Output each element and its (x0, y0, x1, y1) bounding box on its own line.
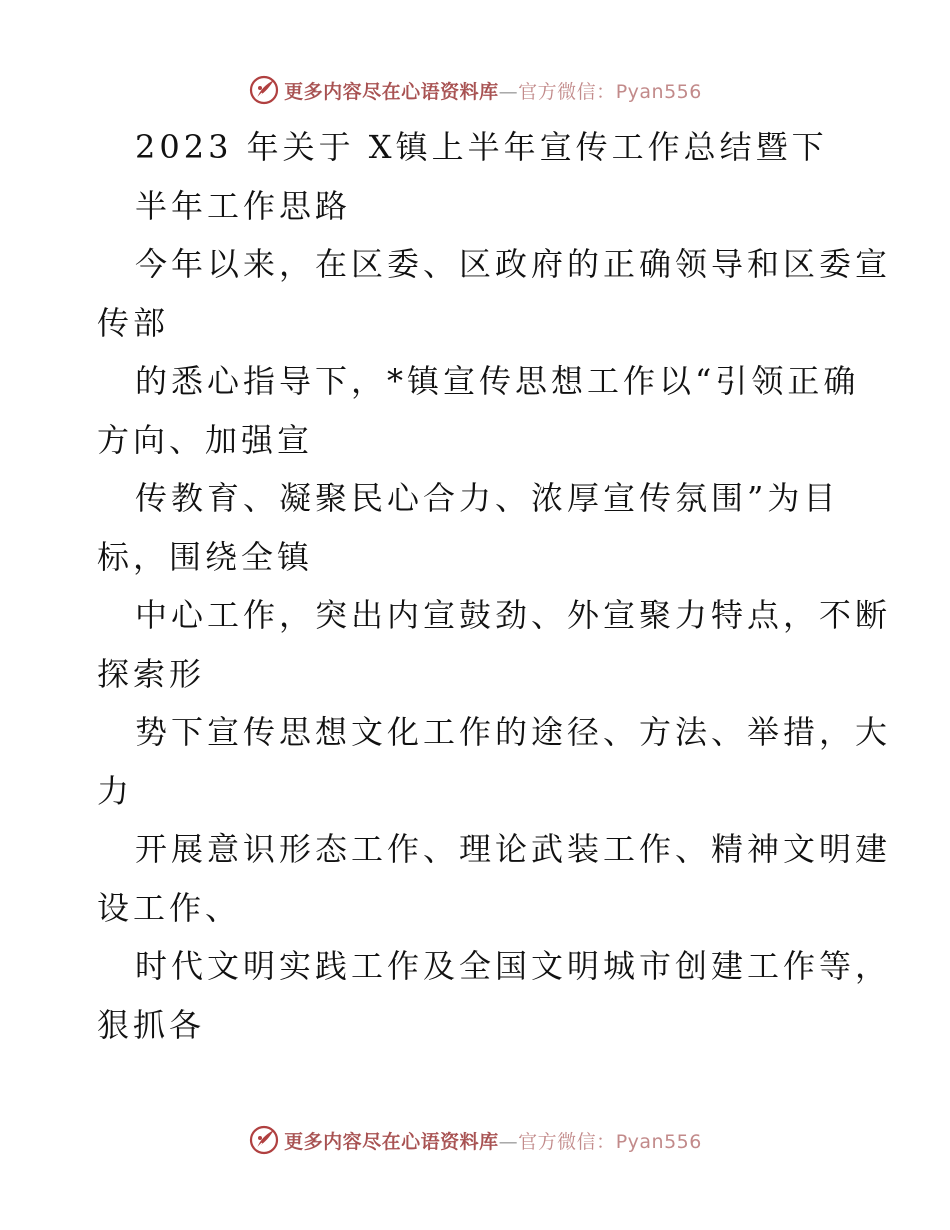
feather-pen-logo-icon (248, 74, 280, 106)
paragraph-line: 传教育、凝聚民心合力、浓厚宣传氛围”为目 (135, 479, 840, 517)
watermark-wechat-id: Pyan556 (615, 1130, 702, 1153)
watermark-strong-text: 更多内容尽在心语资料库 (284, 1130, 499, 1153)
paragraph-line: 中心工作，突出内宣鼓劲、外宣聚力特点，不断 (135, 596, 892, 634)
paragraph-line: 方向、加强宣 (97, 420, 314, 459)
watermark-dash: — (498, 1130, 519, 1153)
paragraph-line: 开展意识形态工作、理论武装工作、精神文明建 (135, 830, 892, 868)
paragraph-line: 狠抓各 (97, 1005, 206, 1044)
watermark-text (284, 1127, 702, 1154)
paragraph-line: 时代文明实践工作及全国文明城市创建工作等， (135, 947, 892, 985)
watermark-strong-text: 更多内容尽在心语资料库 (284, 80, 499, 103)
document-title-line: 2023 年关于 X镇上半年宣传工作总结暨下 (135, 128, 828, 166)
watermark-wechat-id: Pyan556 (615, 80, 702, 103)
header-watermark (0, 70, 950, 110)
document-title-line: 半年工作思路 (135, 186, 352, 225)
watermark-dash: — (498, 80, 519, 103)
paragraph-line: 的悉心指导下，*镇宣传思想工作以“引领正确 (135, 362, 860, 400)
paragraph-line: 今年以来，在区委、区政府的正确领导和区委宣 (135, 245, 892, 283)
paragraph-line: 势下宣传思想文化工作的途径、方法、举措，大 (135, 713, 892, 751)
watermark-official-label: 官方微信： (518, 80, 616, 103)
paragraph-line: 设工作、 (97, 888, 242, 927)
paragraph-line: 探索形 (97, 654, 206, 693)
paragraph-line: 力 (97, 771, 134, 810)
paragraph-line: 标，围绕全镇 (97, 537, 314, 576)
watermark-text (284, 77, 702, 104)
document-body (97, 118, 892, 1054)
feather-pen-logo-icon (248, 1124, 280, 1156)
paragraph-line: 传部 (97, 303, 170, 342)
footer-watermark (0, 1120, 950, 1160)
watermark-official-label: 官方微信： (518, 1130, 616, 1153)
